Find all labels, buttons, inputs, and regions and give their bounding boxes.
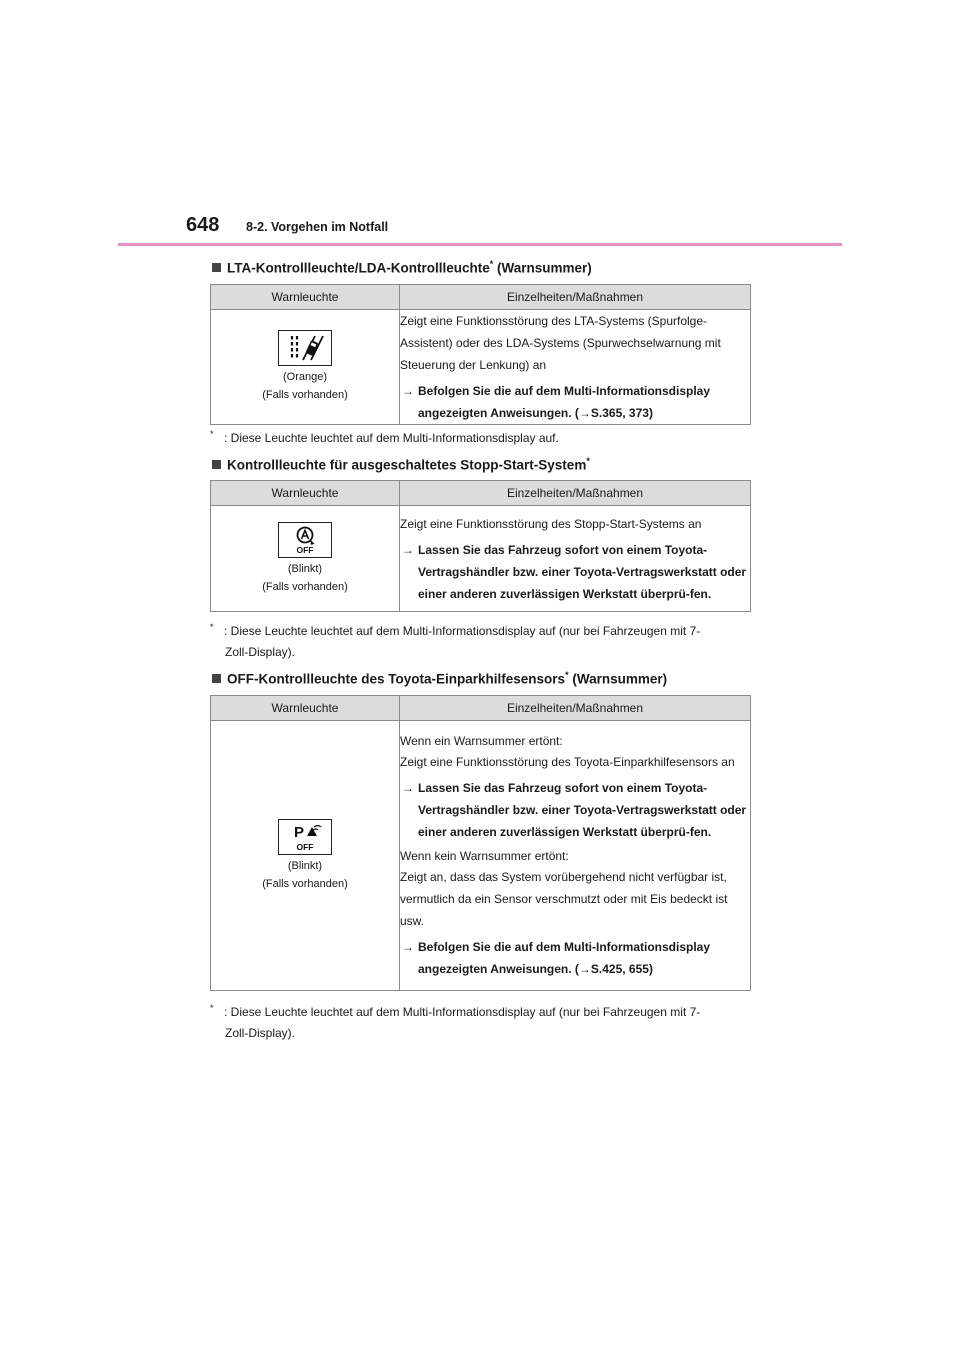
- section-bullet-icon: [212, 674, 221, 683]
- section-title-lta: LTA-Kontrollleuchte/LDA-Kontrollleuchte* (Warnsummer): [212, 259, 592, 276]
- col-header-detail: Einzelheiten/Maßnahmen: [400, 481, 751, 506]
- detail-text: Zeigt an, dass das System vorübergehend nicht verfügbar ist, vermutlich da ein Sensor verschmutzt oder mit Eis bedeckt ist usw.: [400, 869, 728, 928]
- detail-condition-buzzer: Wenn ein Warnsummer ertönt:: [400, 733, 563, 748]
- detail-text: Zeigt eine Funktionsstörung des Stopp-Start-Systems an: [400, 516, 702, 531]
- col-header-lamp: Warnleuchte: [211, 696, 400, 721]
- warning-table-parking-sensor: [210, 695, 751, 991]
- action-instruction: → Befolgen Sie die auf dem Multi-Informationsdisplay angezeigten Anweisungen. (→S.365, 373): [400, 380, 750, 424]
- header-rule: [118, 243, 842, 246]
- action-instruction: → Lassen Sie das Fahrzeug sofort von einem Toyota-Vertragshändler bzw. einer Toyota-Vertragswerkstatt oder einer anderen zuverlässigen Werkstatt überprü-fen.: [400, 539, 750, 605]
- warning-table-stop-start: [210, 480, 751, 612]
- lamp-availability-note: (Falls vorhanden): [262, 389, 348, 401]
- lamp-blink-note: (Blinkt): [287, 562, 323, 575]
- detail-cell: [400, 506, 751, 612]
- stop-start-off-icon: [278, 522, 332, 558]
- svg-text:OFF: OFF: [296, 841, 314, 852]
- section-bullet-icon: [212, 263, 221, 272]
- lane-departure-icon: [278, 330, 332, 366]
- footnote-parking-sensor: * : Diese Leuchte leuchtet auf dem Multi-Informationsdisplay auf (nur bei Fahrzeugen mit 7- Zoll-Display).: [210, 1003, 701, 1040]
- lamp-cell: [211, 506, 400, 612]
- chapter-title: 8-2. Vorgehen im Notfall: [246, 220, 389, 234]
- detail-cell: [400, 310, 751, 425]
- action-instruction: → Lassen Sie das Fahrzeug sofort von einem Toyota-Vertragshändler bzw. einer Toyota-Vertragswerkstatt oder einer anderen zuverlässigen Werkstatt überprü-fen.: [400, 777, 750, 843]
- warning-table-lta: [210, 284, 751, 425]
- section-title-stop-start: Kontrollleuchte für ausgeschaltetes Stopp-Start-System*: [212, 456, 590, 473]
- page-number: 648: [186, 214, 220, 236]
- col-header-detail: Einzelheiten/Maßnahmen: [400, 285, 751, 310]
- footnote-lta: * : Diese Leuchte leuchtet auf dem Multi-Informationsdisplay auf.: [210, 429, 559, 445]
- section-bullet-icon: [212, 460, 221, 469]
- detail-text: Zeigt eine Funktionsstörung des LTA-Systems (Spurfolge-Assistent) oder des LDA-Systems (Spurwechselwarnung mit Steuerung der Lenkung) an: [400, 314, 721, 372]
- arrow-icon: →: [402, 384, 414, 398]
- section-title-parking-sensor: OFF-Kontrollleuchte des Toyota-Einparkhilfesensors* (Warnsummer): [212, 670, 667, 687]
- lamp-blink-note: (Blinkt): [287, 859, 323, 872]
- svg-text:P: P: [293, 823, 305, 841]
- lamp-cell: [211, 310, 400, 425]
- col-header-detail: Einzelheiten/Maßnahmen: [400, 696, 751, 721]
- footnote-stop-start: * : Diese Leuchte leuchtet auf dem Multi-Informationsdisplay auf (nur bei Fahrzeugen mit 7- Zoll-Display).: [210, 622, 701, 659]
- detail-text: Zeigt eine Funktionsstörung des Toyota-Einparkhilfesensors an: [400, 754, 735, 769]
- arrow-icon: →: [402, 939, 414, 954]
- arrow-icon: →: [402, 780, 414, 795]
- lamp-color-note: (Orange): [282, 371, 328, 383]
- detail-condition-no-buzzer: Wenn kein Warnsummer ertönt:: [400, 848, 569, 863]
- arrow-icon: →: [402, 542, 414, 557]
- action-instruction: → Befolgen Sie die auf dem Multi-Informationsdisplay angezeigten Anweisungen. (→S.425, 655): [400, 936, 750, 980]
- lamp-availability-note: (Falls vorhanden): [262, 877, 348, 890]
- parking-sensor-off-icon: [278, 819, 332, 855]
- col-header-lamp: Warnleuchte: [211, 285, 400, 310]
- lamp-availability-note: (Falls vorhanden): [262, 580, 348, 593]
- col-header-lamp: Warnleuchte: [211, 481, 400, 506]
- detail-cell: [400, 721, 751, 991]
- lamp-cell: [211, 721, 400, 991]
- svg-text:OFF: OFF: [296, 544, 314, 555]
